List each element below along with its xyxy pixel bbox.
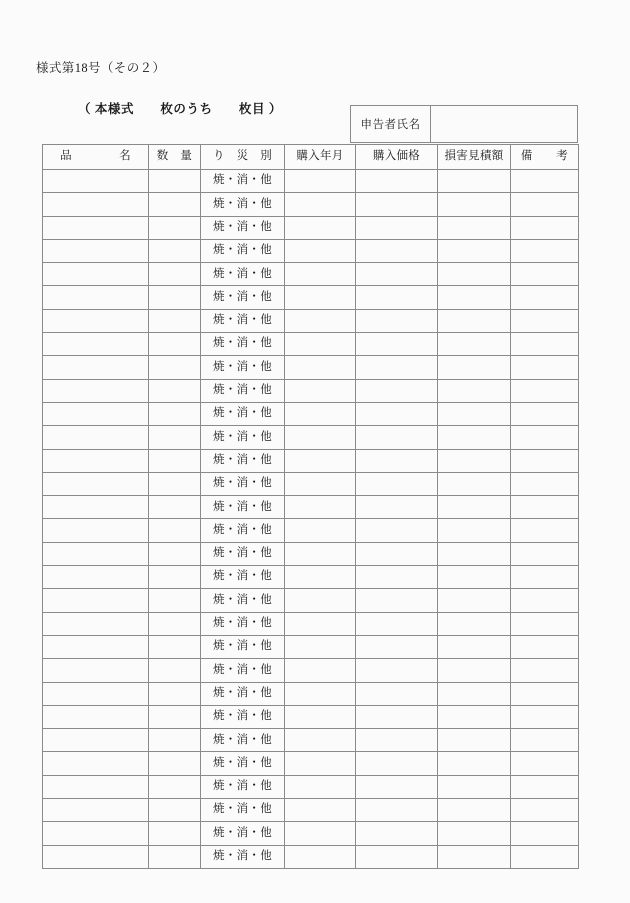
cell-quantity[interactable] (149, 659, 201, 682)
cell-purchase-date[interactable] (285, 170, 356, 193)
cell-item-name[interactable] (43, 309, 149, 332)
cell-purchase-date[interactable] (285, 799, 356, 822)
cell-quantity[interactable] (149, 286, 201, 309)
table-row (43, 612, 579, 635)
cell-disaster-type[interactable]: 焼・消・他 (201, 356, 285, 379)
cell-quantity[interactable] (149, 752, 201, 775)
cell-disaster-type[interactable]: 焼・消・他 (201, 379, 285, 402)
column-header-purchase-price: 購入価格 (356, 145, 438, 170)
cell-item-name[interactable] (43, 589, 149, 612)
cell-purchase-price[interactable] (356, 705, 438, 728)
table-row (43, 682, 579, 705)
cell-damage-estimate[interactable] (438, 472, 511, 495)
cell-damage-estimate[interactable] (438, 845, 511, 868)
cell-purchase-price[interactable] (356, 379, 438, 402)
cell-remarks[interactable] (511, 496, 579, 519)
cell-disaster-type[interactable]: 焼・消・他 (201, 799, 285, 822)
table-row (43, 379, 579, 402)
cell-item-name[interactable] (43, 705, 149, 728)
cell-remarks[interactable] (511, 402, 579, 425)
cell-purchase-price[interactable] (356, 449, 438, 472)
cell-item-name[interactable] (43, 193, 149, 216)
column-header-damage-estimate: 損害見積額 (438, 145, 511, 170)
cell-disaster-type[interactable]: 焼・消・他 (201, 449, 285, 472)
cell-damage-estimate[interactable] (438, 659, 511, 682)
cell-item-name[interactable] (43, 635, 149, 658)
cell-purchase-price[interactable] (356, 589, 438, 612)
cell-item-name[interactable] (43, 449, 149, 472)
cell-purchase-date[interactable] (285, 822, 356, 845)
table-row (43, 426, 579, 449)
cell-item-name[interactable] (43, 775, 149, 798)
cell-purchase-date[interactable] (285, 752, 356, 775)
cell-item-name[interactable] (43, 379, 149, 402)
cell-quantity[interactable] (149, 216, 201, 239)
cell-purchase-price[interactable] (356, 845, 438, 868)
cell-disaster-type[interactable]: 焼・消・他 (201, 635, 285, 658)
table-row (43, 356, 579, 379)
cell-quantity[interactable] (149, 845, 201, 868)
cell-purchase-date[interactable] (285, 216, 356, 239)
cell-damage-estimate[interactable] (438, 542, 511, 565)
cell-purchase-price[interactable] (356, 775, 438, 798)
cell-purchase-date[interactable] (285, 659, 356, 682)
cell-quantity[interactable] (149, 402, 201, 425)
cell-purchase-date[interactable] (285, 309, 356, 332)
cell-quantity[interactable] (149, 589, 201, 612)
cell-quantity[interactable] (149, 519, 201, 542)
cell-quantity[interactable] (149, 170, 201, 193)
cell-purchase-date[interactable] (285, 239, 356, 262)
cell-quantity[interactable] (149, 682, 201, 705)
cell-purchase-date[interactable] (285, 286, 356, 309)
cell-disaster-type[interactable]: 焼・消・他 (201, 193, 285, 216)
cell-purchase-date[interactable] (285, 263, 356, 286)
cell-remarks[interactable] (511, 566, 579, 589)
cell-disaster-type[interactable]: 焼・消・他 (201, 309, 285, 332)
cell-remarks[interactable] (511, 426, 579, 449)
cell-disaster-type[interactable]: 焼・消・他 (201, 216, 285, 239)
cell-remarks[interactable] (511, 356, 579, 379)
table-row (43, 263, 579, 286)
table-row (43, 775, 579, 798)
cell-item-name[interactable] (43, 729, 149, 752)
cell-purchase-price[interactable] (356, 566, 438, 589)
cell-purchase-price[interactable] (356, 263, 438, 286)
cell-remarks[interactable] (511, 263, 579, 286)
cell-purchase-date[interactable] (285, 705, 356, 728)
cell-damage-estimate[interactable] (438, 402, 511, 425)
cell-disaster-type[interactable]: 焼・消・他 (201, 333, 285, 356)
cell-damage-estimate[interactable] (438, 216, 511, 239)
cell-quantity[interactable] (149, 239, 201, 262)
cell-disaster-type[interactable]: 焼・消・他 (201, 729, 285, 752)
cell-damage-estimate[interactable] (438, 449, 511, 472)
table-row (43, 519, 579, 542)
cell-purchase-date[interactable] (285, 775, 356, 798)
cell-purchase-date[interactable] (285, 472, 356, 495)
cell-quantity[interactable] (149, 775, 201, 798)
cell-item-name[interactable] (43, 333, 149, 356)
cell-quantity[interactable] (149, 379, 201, 402)
cell-disaster-type[interactable]: 焼・消・他 (201, 496, 285, 519)
cell-damage-estimate[interactable] (438, 589, 511, 612)
cell-damage-estimate[interactable] (438, 263, 511, 286)
table-row (43, 286, 579, 309)
cell-remarks[interactable] (511, 845, 579, 868)
table-row (43, 799, 579, 822)
cell-purchase-date[interactable] (285, 542, 356, 565)
cell-remarks[interactable] (511, 635, 579, 658)
cell-item-name[interactable] (43, 519, 149, 542)
cell-disaster-type[interactable]: 焼・消・他 (201, 263, 285, 286)
cell-damage-estimate[interactable] (438, 309, 511, 332)
table-row (43, 472, 579, 495)
cell-item-name[interactable] (43, 496, 149, 519)
cell-purchase-price[interactable] (356, 239, 438, 262)
table-row (43, 635, 579, 658)
cell-quantity[interactable] (149, 729, 201, 752)
column-header-remarks: 備 考 (511, 145, 579, 170)
cell-damage-estimate[interactable] (438, 612, 511, 635)
cell-disaster-type[interactable]: 焼・消・他 (201, 426, 285, 449)
cell-remarks[interactable] (511, 472, 579, 495)
cell-damage-estimate[interactable] (438, 519, 511, 542)
cell-item-name[interactable] (43, 286, 149, 309)
cell-damage-estimate[interactable] (438, 239, 511, 262)
cell-remarks[interactable] (511, 449, 579, 472)
cell-disaster-type[interactable]: 焼・消・他 (201, 612, 285, 635)
cell-purchase-price[interactable] (356, 170, 438, 193)
cell-purchase-date[interactable] (285, 356, 356, 379)
cell-item-name[interactable] (43, 216, 149, 239)
table-row (43, 542, 579, 565)
cell-disaster-type[interactable]: 焼・消・他 (201, 402, 285, 425)
form-number: 様式第18号（その２） (36, 61, 166, 75)
cell-purchase-price[interactable] (356, 496, 438, 519)
cell-damage-estimate[interactable] (438, 682, 511, 705)
cell-purchase-price[interactable] (356, 542, 438, 565)
cell-quantity[interactable] (149, 822, 201, 845)
cell-purchase-price[interactable] (356, 729, 438, 752)
table-row (43, 659, 579, 682)
cell-quantity[interactable] (149, 193, 201, 216)
cell-damage-estimate[interactable] (438, 193, 511, 216)
cell-purchase-price[interactable] (356, 519, 438, 542)
cell-quantity[interactable] (149, 426, 201, 449)
cell-purchase-date[interactable] (285, 612, 356, 635)
cell-remarks[interactable] (511, 542, 579, 565)
cell-quantity[interactable] (149, 356, 201, 379)
cell-remarks[interactable] (511, 612, 579, 635)
cell-damage-estimate[interactable] (438, 566, 511, 589)
damaged-items-table (42, 144, 579, 869)
cell-quantity[interactable] (149, 799, 201, 822)
cell-purchase-price[interactable] (356, 193, 438, 216)
cell-item-name[interactable] (43, 659, 149, 682)
declarant-name-box (350, 105, 578, 143)
cell-disaster-type[interactable]: 焼・消・他 (201, 472, 285, 495)
cell-damage-estimate[interactable] (438, 799, 511, 822)
column-header-disaster-type: り 災 別 (201, 145, 285, 170)
table-row (43, 496, 579, 519)
cell-damage-estimate[interactable] (438, 775, 511, 798)
cell-remarks[interactable] (511, 799, 579, 822)
cell-disaster-type[interactable]: 焼・消・他 (201, 239, 285, 262)
cell-purchase-price[interactable] (356, 659, 438, 682)
table-row (43, 752, 579, 775)
cell-remarks[interactable] (511, 705, 579, 728)
cell-remarks[interactable] (511, 519, 579, 542)
cell-purchase-price[interactable] (356, 286, 438, 309)
cell-quantity[interactable] (149, 705, 201, 728)
cell-disaster-type[interactable]: 焼・消・他 (201, 286, 285, 309)
cell-purchase-price[interactable] (356, 426, 438, 449)
cell-item-name[interactable] (43, 682, 149, 705)
cell-quantity[interactable] (149, 612, 201, 635)
cell-remarks[interactable] (511, 309, 579, 332)
sheet-counter: （ 本様式 枚のうち 枚目 ） (78, 102, 282, 116)
cell-purchase-price[interactable] (356, 682, 438, 705)
table-row (43, 170, 579, 193)
cell-damage-estimate[interactable] (438, 333, 511, 356)
table-row (43, 822, 579, 845)
cell-purchase-date[interactable] (285, 426, 356, 449)
table-row (43, 566, 579, 589)
declarant-name-label: 申告者氏名 (351, 106, 431, 142)
table-row (43, 216, 579, 239)
cell-disaster-type[interactable]: 焼・消・他 (201, 822, 285, 845)
cell-item-name[interactable] (43, 426, 149, 449)
cell-quantity[interactable] (149, 449, 201, 472)
cell-quantity[interactable] (149, 263, 201, 286)
cell-item-name[interactable] (43, 542, 149, 565)
cell-purchase-date[interactable] (285, 729, 356, 752)
cell-item-name[interactable] (43, 566, 149, 589)
table-row (43, 193, 579, 216)
cell-item-name[interactable] (43, 799, 149, 822)
cell-item-name[interactable] (43, 612, 149, 635)
cell-remarks[interactable] (511, 170, 579, 193)
cell-purchase-price[interactable] (356, 822, 438, 845)
cell-purchase-price[interactable] (356, 635, 438, 658)
cell-item-name[interactable] (43, 239, 149, 262)
cell-disaster-type[interactable]: 焼・消・他 (201, 589, 285, 612)
cell-quantity[interactable] (149, 333, 201, 356)
cell-purchase-price[interactable] (356, 356, 438, 379)
cell-quantity[interactable] (149, 472, 201, 495)
column-header-quantity: 数 量 (149, 145, 201, 170)
cell-remarks[interactable] (511, 682, 579, 705)
cell-disaster-type[interactable]: 焼・消・他 (201, 542, 285, 565)
cell-damage-estimate[interactable] (438, 635, 511, 658)
cell-quantity[interactable] (149, 635, 201, 658)
cell-purchase-price[interactable] (356, 752, 438, 775)
cell-remarks[interactable] (511, 333, 579, 356)
cell-quantity[interactable] (149, 309, 201, 332)
cell-purchase-price[interactable] (356, 216, 438, 239)
cell-damage-estimate[interactable] (438, 752, 511, 775)
cell-item-name[interactable] (43, 402, 149, 425)
cell-item-name[interactable] (43, 472, 149, 495)
cell-disaster-type[interactable]: 焼・消・他 (201, 845, 285, 868)
cell-purchase-date[interactable] (285, 635, 356, 658)
cell-disaster-type[interactable]: 焼・消・他 (201, 659, 285, 682)
table-row (43, 333, 579, 356)
cell-purchase-date[interactable] (285, 402, 356, 425)
cell-disaster-type[interactable]: 焼・消・他 (201, 170, 285, 193)
cell-purchase-date[interactable] (285, 519, 356, 542)
cell-damage-estimate[interactable] (438, 705, 511, 728)
cell-damage-estimate[interactable] (438, 426, 511, 449)
column-header-item-name: 品 名 (43, 145, 149, 170)
cell-disaster-type[interactable]: 焼・消・他 (201, 566, 285, 589)
cell-purchase-date[interactable] (285, 845, 356, 868)
cell-item-name[interactable] (43, 263, 149, 286)
cell-damage-estimate[interactable] (438, 496, 511, 519)
cell-purchase-date[interactable] (285, 682, 356, 705)
cell-damage-estimate[interactable] (438, 822, 511, 845)
cell-remarks[interactable] (511, 239, 579, 262)
table-body (43, 170, 579, 869)
cell-remarks[interactable] (511, 729, 579, 752)
cell-item-name[interactable] (43, 170, 149, 193)
table-header-row (43, 145, 579, 170)
cell-damage-estimate[interactable] (438, 286, 511, 309)
table-row (43, 402, 579, 425)
cell-purchase-date[interactable] (285, 449, 356, 472)
cell-remarks[interactable] (511, 379, 579, 402)
cell-remarks[interactable] (511, 286, 579, 309)
cell-purchase-date[interactable] (285, 496, 356, 519)
table-row (43, 845, 579, 868)
cell-remarks[interactable] (511, 822, 579, 845)
cell-purchase-price[interactable] (356, 333, 438, 356)
table-row (43, 239, 579, 262)
declarant-name-field[interactable] (431, 106, 577, 142)
cell-purchase-price[interactable] (356, 799, 438, 822)
cell-item-name[interactable] (43, 752, 149, 775)
cell-quantity[interactable] (149, 496, 201, 519)
cell-purchase-price[interactable] (356, 612, 438, 635)
cell-damage-estimate[interactable] (438, 170, 511, 193)
table-row (43, 449, 579, 472)
cell-purchase-date[interactable] (285, 566, 356, 589)
cell-remarks[interactable] (511, 752, 579, 775)
cell-remarks[interactable] (511, 589, 579, 612)
cell-purchase-date[interactable] (285, 379, 356, 402)
table-row (43, 589, 579, 612)
cell-disaster-type[interactable]: 焼・消・他 (201, 775, 285, 798)
table-row (43, 705, 579, 728)
cell-damage-estimate[interactable] (438, 356, 511, 379)
cell-disaster-type[interactable]: 焼・消・他 (201, 705, 285, 728)
cell-remarks[interactable] (511, 193, 579, 216)
cell-disaster-type[interactable]: 焼・消・他 (201, 682, 285, 705)
table-header-row-group (43, 145, 579, 170)
cell-item-name[interactable] (43, 845, 149, 868)
cell-remarks[interactable] (511, 775, 579, 798)
cell-purchase-date[interactable] (285, 193, 356, 216)
cell-remarks[interactable] (511, 659, 579, 682)
table-row (43, 729, 579, 752)
cell-remarks[interactable] (511, 216, 579, 239)
cell-purchase-price[interactable] (356, 472, 438, 495)
cell-quantity[interactable] (149, 542, 201, 565)
cell-purchase-date[interactable] (285, 333, 356, 356)
cell-item-name[interactable] (43, 356, 149, 379)
cell-disaster-type[interactable]: 焼・消・他 (201, 752, 285, 775)
cell-item-name[interactable] (43, 822, 149, 845)
table-row (43, 309, 579, 332)
cell-quantity[interactable] (149, 566, 201, 589)
cell-damage-estimate[interactable] (438, 729, 511, 752)
cell-disaster-type[interactable]: 焼・消・他 (201, 519, 285, 542)
column-header-purchase-date: 購入年月 (285, 145, 356, 170)
cell-purchase-price[interactable] (356, 402, 438, 425)
cell-damage-estimate[interactable] (438, 379, 511, 402)
cell-purchase-price[interactable] (356, 309, 438, 332)
cell-purchase-date[interactable] (285, 589, 356, 612)
